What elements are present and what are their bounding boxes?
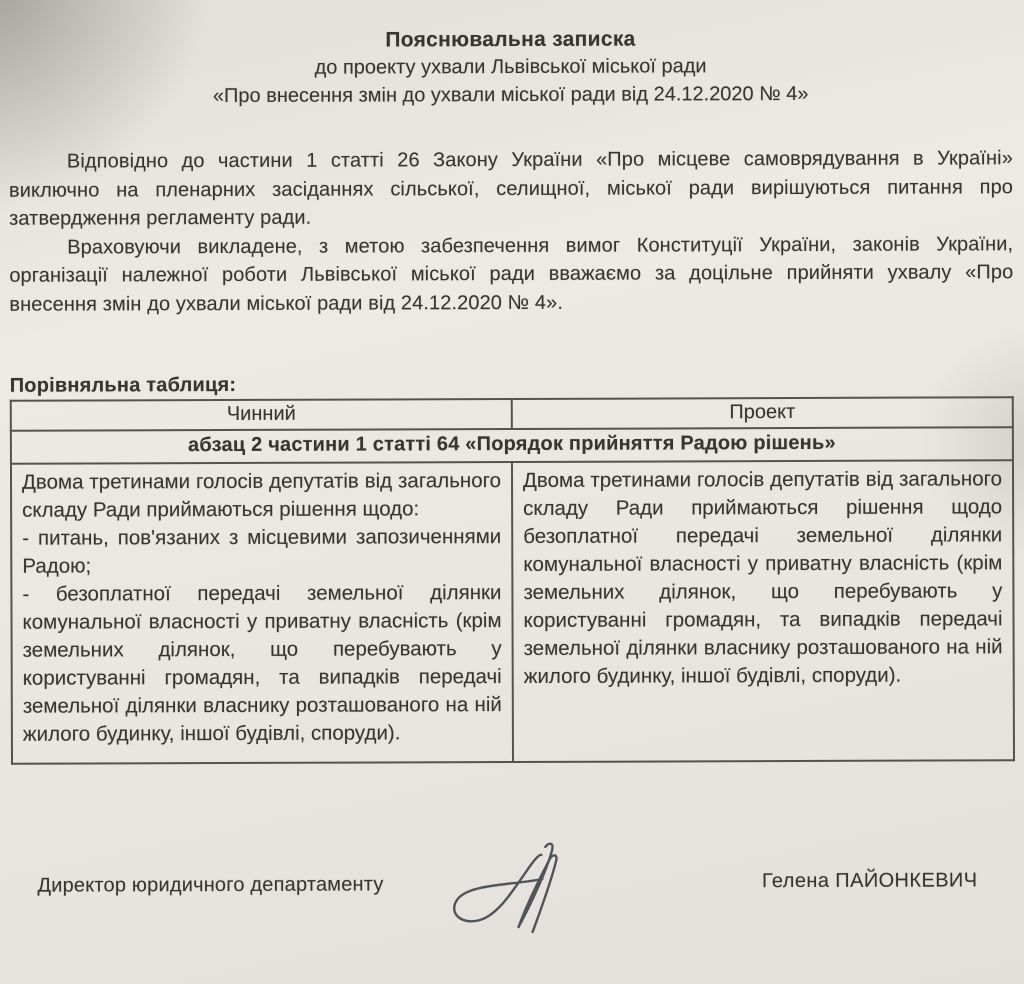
comparison-table xyxy=(10,396,1015,765)
document-subtitle-line1: до проекту ухвали Львівської міської ради xyxy=(314,55,707,79)
current-cell-item-2: - безоплатної передачі земельної ділянки комунальної власності у приватну власність (крім земельних ділянок, що перебувають у користуванні громадян, та випадків передачі земельної ділянки власнику розташованого на ній жилого будинку, іншої будівлі, споруди). xyxy=(22,581,502,746)
signature-block xyxy=(11,825,1015,947)
current-cell-item-1: - питань, пов'язаних з місцевими запозиченнями Радою; xyxy=(22,525,502,578)
signatory-position: Директор юридичного департаменту xyxy=(37,873,384,897)
current-version-cell xyxy=(11,462,513,764)
table-header-row xyxy=(11,397,1013,430)
project-version-cell xyxy=(512,460,1014,762)
signatory-name: Гелена ПАЙОНКЕВИЧ xyxy=(761,869,978,893)
paragraph-legal-basis: Відповідно до частини 1 статті 26 Закону України «Про місцеве самоврядування в Україні» виключно на пленарних засіданнях сільської, селищної, міської ради вирішуються питання про затвердження регламенту ради. xyxy=(8,147,1014,230)
paragraph-conclusion: Враховуючи викладене, з метою забезпечення вимог Конституції України, законів України, організації належної роботи Львівської міської ради вважаємо за доцільне прийняти ухвалу «Про внесення змін до ухвали міської ради від 24.12.2020 № 4». xyxy=(9,232,1014,316)
document-subtitle-line2: «Про внесення змін до ухвали міської ради від 24.12.2020 № 4» xyxy=(212,82,809,108)
comparison-table-label: Порівняльна таблиця: xyxy=(9,373,237,397)
handwritten-signature-icon xyxy=(445,827,595,946)
table-body-row xyxy=(11,460,1014,763)
current-cell-intro: Двома третинами голосів депутатів від загального складу Ради приймаються рішення щодо: xyxy=(21,469,502,522)
article-span-cell: абзац 2 частини 1 статті 64 «Порядок прийняття Радою рішень» xyxy=(11,427,1013,463)
project-cell-text: Двома третинами голосів депутатів від загального складу Ради приймаються рішення щодо безоплатної передачі земельної ділянки комунальної власності у приватну власність (крім земельних ділянок, що перебувають у користуванні громадян, та випадків передачі земельної ділянки власнику розташованого на ній жилого будинку, іншої будівлі, споруди). xyxy=(522,467,1003,688)
table-article-row xyxy=(11,427,1013,463)
column-header-current: Чинний xyxy=(11,399,512,431)
title-block xyxy=(8,24,1012,111)
column-header-project: Проект xyxy=(512,397,1013,429)
document-title: Пояснювальна записка xyxy=(385,27,636,52)
